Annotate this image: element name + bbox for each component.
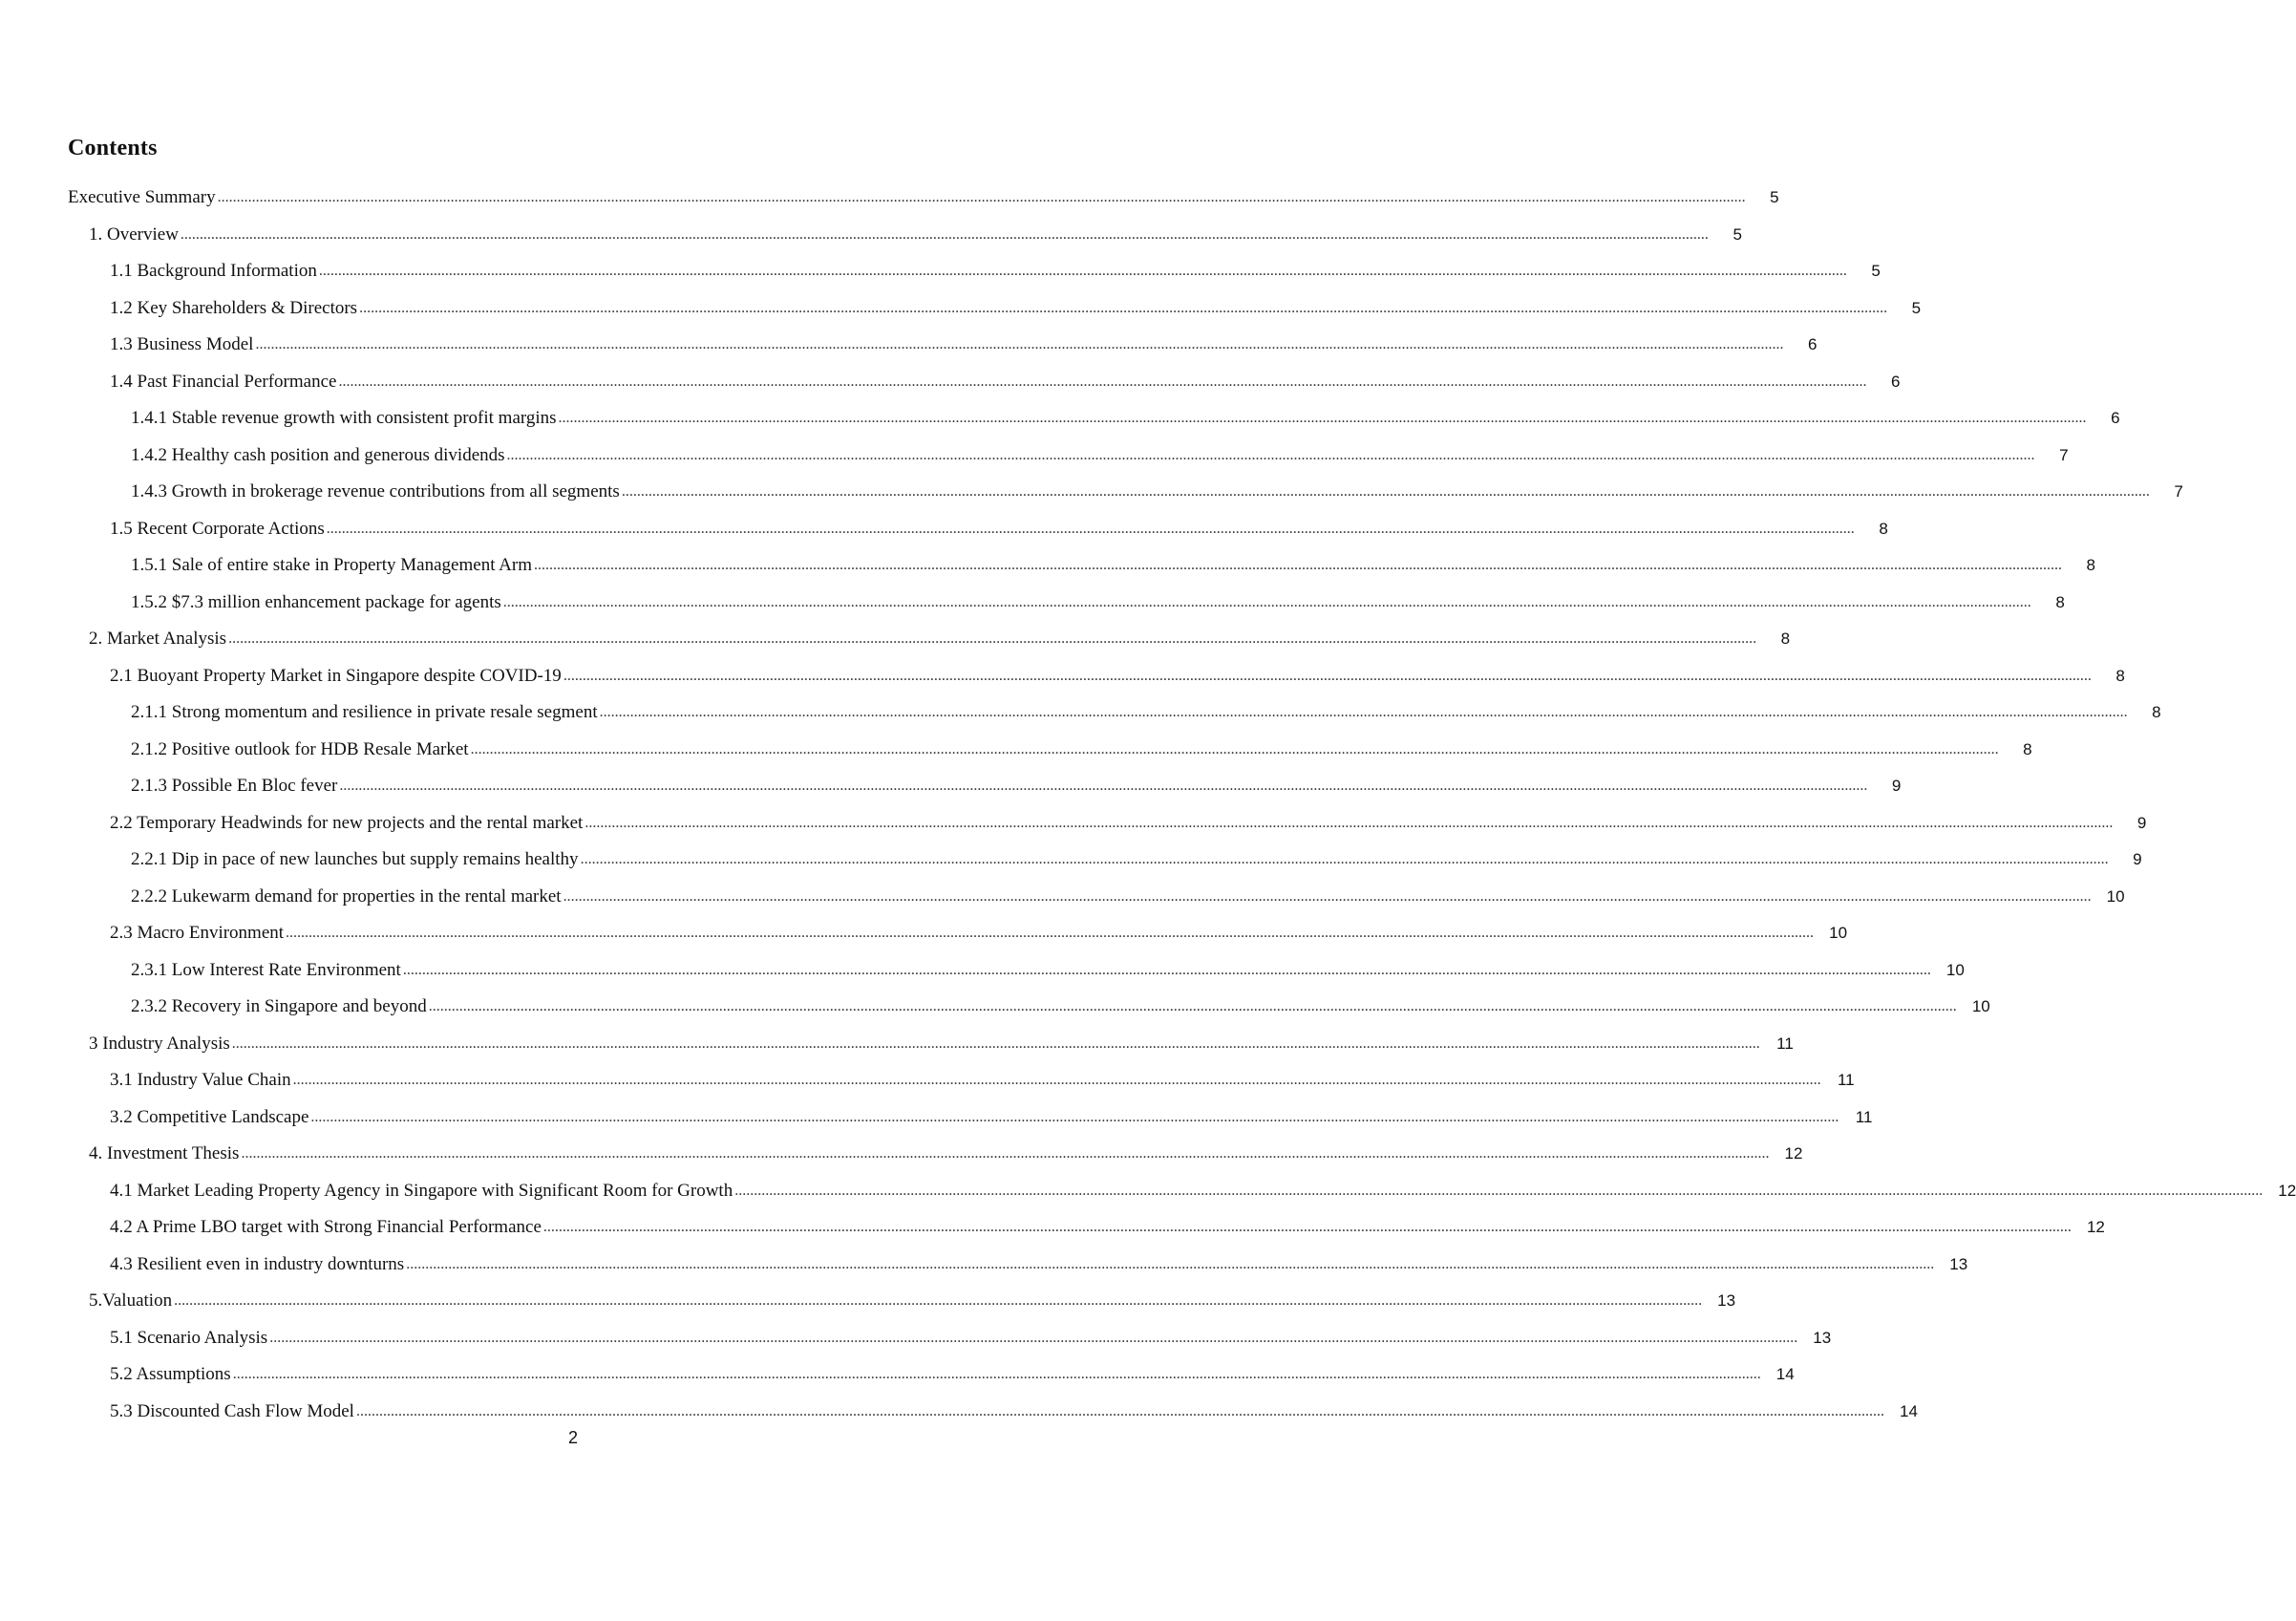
toc-entry-page-number: 12 [2086,1218,2105,1237]
toc-entry-page-number: 5 [1871,262,1881,281]
toc-entry[interactable] [0,290,1922,328]
dot-leader: ................................................................................................................................................................................................................................................................................................................................................................................................................ [338,373,1867,390]
toc-entry[interactable] [0,1099,1873,1137]
toc-entry[interactable] [0,180,1779,217]
page-number: 2 [567,1428,578,1447]
dot-leader: ................................................................................................................................................................................................................................................................................................................................................................................................................ [580,851,2109,868]
toc-entry[interactable] [0,364,1901,401]
toc-entry-title: 2.1 Buoyant Property Market in Singapore despite COVID-19 [110,665,562,686]
dot-leader: ................................................................................................................................................................................................................................................................................................................................................................................................................ [406,1255,1935,1272]
dot-leader: ................................................................................................................................................................................................................................................................................................................................................................................................................ [241,1145,1770,1162]
toc-entry-page-number: 5 [1733,224,1742,244]
toc-entry[interactable] [0,400,2120,437]
toc-entry[interactable] [0,1394,1918,1431]
toc-entry-page-number: 9 [1891,777,1902,796]
toc-entry[interactable] [0,1173,2296,1210]
dot-leader: ................................................................................................................................................................................................................................................................................................................................................................................................................ [174,1292,1703,1310]
toc-entry-title: 2.1.1 Strong momentum and resilience in private resale segment [131,702,598,723]
dot-leader: ................................................................................................................................................................................................................................................................................................................................................................................................................ [534,557,2063,574]
toc-entry-title: 2. Market Analysis [89,629,227,650]
dot-leader: ................................................................................................................................................................................................................................................................................................................................................................................................................ [286,925,1815,942]
toc-entry-page-number: 13 [1813,1328,1832,1347]
toc-entry-title: 4. Investment Thesis [89,1143,240,1164]
toc-entry-title: 1.4 Past Financial Performance [110,371,337,392]
dot-leader: ................................................................................................................................................................................................................................................................................................................................................................................................................ [269,1329,1798,1346]
toc-entry-page-number: 6 [1807,335,1818,354]
toc-entry-title: 2.3.1 Low Interest Rate Environment [131,959,401,980]
toc-entry-page-number: 6 [1890,372,1901,391]
toc-entry-page-number: 7 [2059,445,2069,464]
toc-entry-page-number: 8 [1780,629,1791,649]
toc-entry-page-number: 6 [2111,409,2120,428]
toc-entry[interactable] [0,989,1990,1026]
toc-entry[interactable] [0,511,1888,548]
dot-leader: ................................................................................................................................................................................................................................................................................................................................................................................................................ [563,887,2092,905]
toc-entry-title: 2.1.2 Positive outlook for HDB Resale Market [131,738,469,759]
dot-leader: ................................................................................................................................................................................................................................................................................................................................................................................................................ [228,630,1757,648]
toc-entry-page-number: 13 [1949,1254,1968,1273]
toc-entry[interactable] [0,547,2096,585]
dot-leader: ................................................................................................................................................................................................................................................................................................................................................................................................................ [585,814,2114,831]
dot-leader: ................................................................................................................................................................................................................................................................................................................................................................................................................ [558,410,2087,427]
toc-entry-title: 1.5 Recent Corporate Actions [110,518,325,539]
toc-entry-title: 1.2 Key Shareholders & Directors [110,297,358,318]
dot-leader: ................................................................................................................................................................................................................................................................................................................................................................................................................ [217,189,1746,206]
dot-leader: ................................................................................................................................................................................................................................................................................................................................................................................................................ [355,1402,1884,1419]
toc-entry[interactable] [0,842,2142,879]
toc-entry-title: 4.1 Market Leading Property Agency in Singapore with Significant Room for Growth [110,1180,733,1201]
toc-entry-title: 3 Industry Analysis [89,1033,230,1054]
toc-entry-page-number: 14 [1900,1401,1918,1420]
toc-entry[interactable] [0,732,2032,769]
toc-entry-page-number: 7 [2174,482,2183,501]
dot-leader: ................................................................................................................................................................................................................................................................................................................................................................................................................ [255,336,1784,353]
toc-entry[interactable] [0,1136,1803,1173]
dot-leader: ................................................................................................................................................................................................................................................................................................................................................................................................................ [563,667,2092,684]
dot-leader: ................................................................................................................................................................................................................................................................................................................................................................................................................ [318,263,1847,280]
toc-entry-title: 2.2 Temporary Headwinds for new projects and the rental market [110,812,584,833]
toc-entry-page-number: 10 [1945,960,1965,979]
toc-entry-page-number: 13 [1717,1291,1736,1311]
toc-entry-page-number: 8 [2152,703,2161,722]
dot-leader: ................................................................................................................................................................................................................................................................................................................................................................................................................ [292,1072,1821,1089]
toc-entry-page-number: 11 [1776,1034,1794,1053]
toc-entry-title: 3.2 Competitive Landscape [110,1106,309,1127]
toc-entry[interactable] [0,915,1848,952]
dot-leader: ................................................................................................................................................................................................................................................................................................................................................................................................................ [402,961,1931,978]
toc-entry-title: 2.2.2 Lukewarm demand for properties in the rental market [131,885,562,906]
toc-entry[interactable] [0,1062,1855,1099]
toc-entry-title: 1.4.2 Healthy cash position and generous dividends [131,444,505,465]
toc-entry[interactable] [0,805,2147,842]
table-of-contents [0,180,2296,1430]
toc-entry-title: 1. Overview [89,224,179,245]
toc-entry-page-number: 10 [1829,924,1848,943]
toc-entry[interactable] [0,621,1791,658]
toc-entry[interactable] [0,658,2125,695]
dot-leader: ................................................................................................................................................................................................................................................................................................................................................................................................................ [506,446,2035,463]
toc-entry-title: 1.4.3 Growth in brokerage revenue contributions from all segments [131,481,620,502]
toc-entry[interactable] [0,879,2125,916]
toc-entry-title: 5.3 Discounted Cash Flow Model [110,1400,354,1421]
toc-entry[interactable] [0,217,1742,254]
toc-entry-title: 5.Valuation [89,1290,173,1312]
toc-entry-page-number: 14 [1775,1365,1795,1384]
toc-entry-title: Executive Summary [68,187,216,208]
toc-entry[interactable] [0,474,2183,511]
toc-entry-title: 1.5.2 $7.3 million enhancement package for agents [131,591,501,612]
toc-entry-title: 1.1 Background Information [110,261,317,282]
toc-entry-page-number: 8 [2023,739,2032,758]
toc-entry-title: 1.5.1 Sale of entire stake in Property Management Arm [131,555,533,576]
toc-entry[interactable] [0,952,1965,990]
toc-entry-page-number: 5 [1770,188,1779,207]
dot-leader: ................................................................................................................................................................................................................................................................................................................................................................................................................ [470,740,1999,757]
toc-entry-title: 4.2 A Prime LBO target with Strong Financial Performance [110,1217,542,1238]
toc-entry[interactable] [0,768,1902,805]
dot-leader: ................................................................................................................................................................................................................................................................................................................................................................................................................ [310,1108,1839,1125]
toc-entry-title: 2.3.2 Recovery in Singapore and beyond [131,996,427,1017]
toc-entry-page-number: 5 [1911,298,1922,317]
page-title: Contents [68,136,158,160]
toc-entry-title: 1.4.1 Stable revenue growth with consistent profit margins [131,408,557,429]
toc-entry-page-number: 10 [1971,997,1990,1016]
toc-entry-page-number: 8 [2115,666,2125,685]
toc-entry-page-number: 8 [2055,592,2065,611]
dot-leader: ................................................................................................................................................................................................................................................................................................................................................................................................................ [339,778,1868,795]
dot-leader: ................................................................................................................................................................................................................................................................................................................................................................................................................ [428,998,1957,1015]
toc-entry[interactable] [0,1283,1736,1320]
toc-entry-title: 4.3 Resilient even in industry downturns [110,1253,405,1274]
toc-entry-page-number: 11 [1837,1071,1855,1090]
toc-entry-page-number: 9 [2133,850,2142,869]
toc-entry-title: 2.1.3 Possible En Bloc fever [131,776,338,797]
dot-leader: ................................................................................................................................................................................................................................................................................................................................................................................................................ [231,1034,1760,1052]
toc-entry-page-number: 10 [2106,886,2125,906]
dot-leader: ................................................................................................................................................................................................................................................................................................................................................................................................................ [180,225,1709,243]
toc-entry-page-number: 11 [1855,1107,1873,1126]
dot-leader: ................................................................................................................................................................................................................................................................................................................................................................................................................ [599,704,2128,721]
toc-entry-page-number: 12 [1784,1144,1803,1163]
toc-entry-title: 1.3 Business Model [110,334,254,355]
dot-leader: ................................................................................................................................................................................................................................................................................................................................................................................................................ [621,483,2150,501]
toc-entry-page-number: 8 [2086,556,2096,575]
dot-leader: ................................................................................................................................................................................................................................................................................................................................................................................................................ [542,1219,2072,1236]
toc-entry[interactable] [0,1320,1832,1357]
toc-entry[interactable] [0,585,2065,622]
toc-entry[interactable] [0,253,1881,290]
dot-leader: ................................................................................................................................................................................................................................................................................................................................................................................................................ [232,1366,1761,1383]
toc-entry-title: 2.2.1 Dip in pace of new launches but supply remains healthy [131,849,579,870]
toc-entry[interactable] [0,1356,1795,1394]
toc-entry-title: 5.2 Assumptions [110,1364,231,1385]
toc-entry-title: 3.1 Industry Value Chain [110,1070,291,1091]
toc-entry[interactable] [0,327,1818,364]
dot-leader: ................................................................................................................................................................................................................................................................................................................................................................................................................ [326,520,1855,537]
toc-entry-title: 5.1 Scenario Analysis [110,1327,268,1348]
toc-entry[interactable] [0,1209,2105,1247]
toc-entry-title: 2.3 Macro Environment [110,923,285,944]
toc-entry-page-number: 8 [1879,519,1888,538]
toc-entry[interactable] [0,437,2069,475]
dot-leader: ................................................................................................................................................................................................................................................................................................................................................................................................................ [502,593,2031,610]
toc-entry[interactable] [0,694,2161,732]
toc-entry-page-number: 9 [2137,813,2147,832]
toc-entry[interactable] [0,1026,1794,1063]
dot-leader: ................................................................................................................................................................................................................................................................................................................................................................................................................ [734,1182,2264,1199]
toc-entry[interactable] [0,1247,1968,1284]
dot-leader: ................................................................................................................................................................................................................................................................................................................................................................................................................ [359,299,1888,316]
toc-entry-page-number: 12 [2278,1181,2296,1200]
